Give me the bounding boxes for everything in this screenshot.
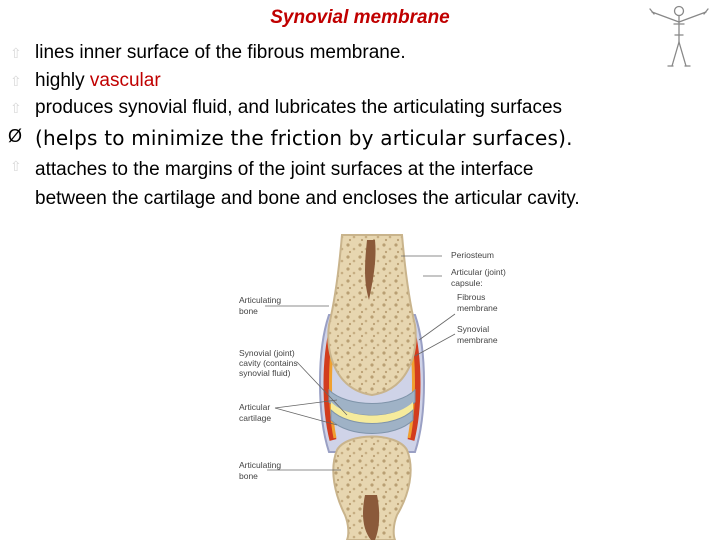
svg-text:Articular [239,402,270,412]
svg-text:Articulating [239,295,281,305]
svg-text:membrane: membrane [457,335,498,345]
bullet-text: (helps to minimize the friction by articular surfaces). [35,126,573,150]
highlight-word: vascular [89,70,161,91]
svg-text:synovial fluid): synovial fluid) [239,368,291,378]
svg-text:cavity (contains: cavity (contains [239,358,298,368]
bullet-text [35,70,161,92]
svg-text:bone: bone [239,471,258,481]
svg-text:membrane: membrane [457,303,498,313]
slide-title: Synovial membrane [270,7,450,28]
svg-text:Synovial [457,324,489,334]
label-periosteum: Periosteum [451,250,494,260]
bullet-line: between the cartilage and bone and encloses the articular cavity. [35,188,580,209]
label-synovial-membrane: Synovial [457,324,490,334]
label-articular-cartilage: Articular [239,402,271,412]
bullet-text: produces synovial fluid, and lubricates the articulating surfaces [35,97,563,118]
bullet-prefix: highly [35,70,90,91]
label-articulating-bone: Articulating [239,295,282,305]
label-articular-capsule: Articular (joint) [451,267,506,277]
label-articulating-bone: Articulating [239,460,282,470]
label-fibrous-membrane: Fibrous [457,292,486,302]
svg-text:Articular (joint) [451,267,506,277]
hollow-arrow-bullet-icon: ⇧ [10,45,22,61]
svg-text:cartilage: cartilage [239,413,272,423]
hollow-arrow-bullet-icon: ⇧ [10,100,22,116]
label-synovial-cavity: Synovial (joint) [239,348,295,358]
hollow-arrow-bullet-icon: ⇧ [10,158,22,174]
svg-text:Synovial (joint) [239,348,295,358]
svg-text:Fibrous [457,292,485,302]
synovial-joint-diagram [237,230,513,540]
svg-text:Periosteum [451,250,494,260]
svg-text:capsule:: capsule: [451,278,483,288]
bullet-line: attaches to the margins of the joint surfaces at the interface [35,159,534,180]
hollow-arrow-bullet-icon: ⇧ [10,73,22,89]
svg-text:bone: bone [239,306,258,316]
bullet-text: lines inner surface of the fibrous membrane. [35,42,406,63]
svg-text:Articulating [239,460,281,470]
vitruvian-man-icon [648,2,710,70]
bullet-text [35,155,580,213]
arrowhead-bullet-icon: Ø [8,126,23,146]
